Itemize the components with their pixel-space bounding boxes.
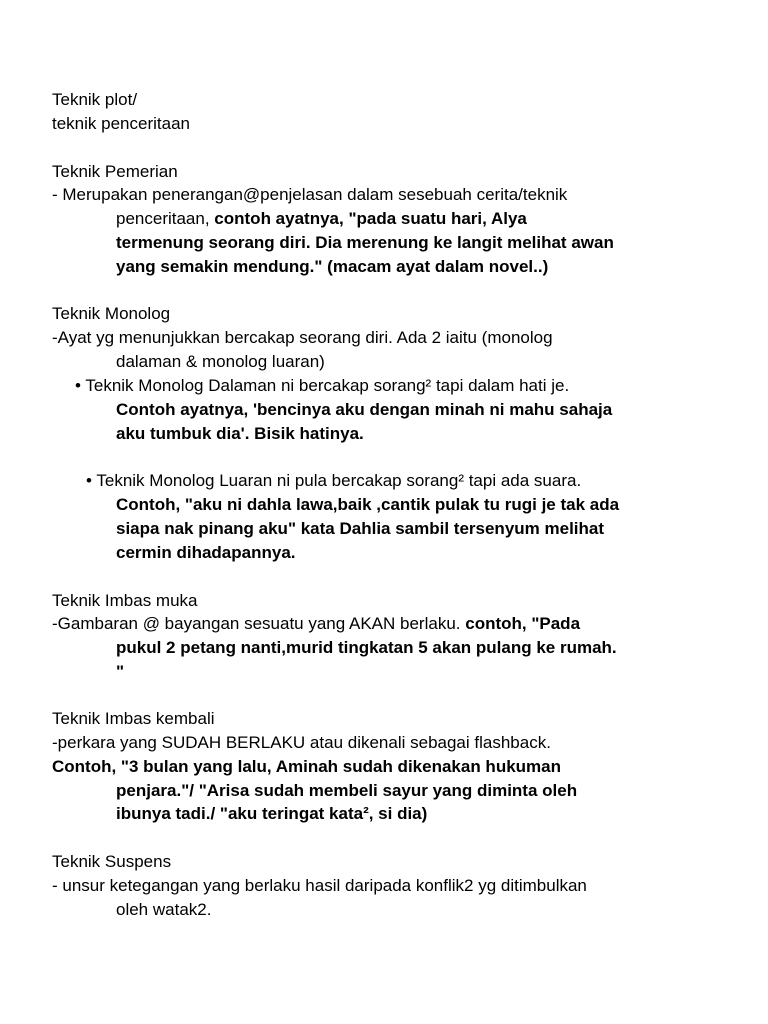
monolog-dalaman-bullet: • Teknik Monolog Dalaman ni bercakap sorang² tapi dalam hati je. bbox=[75, 376, 570, 395]
imbas-kembali-example-line-3: ibunya tadi./ "aku teringat kata², si dia) bbox=[116, 804, 428, 823]
imbas-kembali-text-line-1: -perkara yang SUDAH BERLAKU atau dikenali sebagai flashback. bbox=[52, 733, 551, 752]
pemerian-example-start: contoh ayatnya, "pada suatu hari, Alya bbox=[214, 209, 527, 228]
pemerian-text-normal: penceritaan, bbox=[116, 209, 215, 228]
heading-line-2: teknik penceritaan bbox=[52, 114, 190, 133]
pemerian-text-line-2 bbox=[116, 207, 527, 231]
section-title-pemerian: Teknik Pemerian bbox=[52, 162, 178, 181]
monolog-luaran-example-1: Contoh, "aku ni dahla lawa,baik ,cantik pulak tu rugi je tak ada bbox=[116, 495, 620, 514]
section-title-suspens: Teknik Suspens bbox=[52, 852, 172, 871]
section-title-monolog: Teknik Monolog bbox=[52, 304, 171, 323]
heading-line-1: Teknik plot/ bbox=[52, 90, 138, 109]
monolog-luaran-example-2: siapa nak pinang aku" kata Dahlia sambil tersenyum melihat bbox=[116, 519, 605, 538]
monolog-luaran-example-3: cermin dihadapannya. bbox=[116, 543, 296, 562]
monolog-text-line-1: -Ayat yg menunjukkan bercakap seorang diri. Ada 2 iaitu (monolog bbox=[52, 328, 553, 347]
suspens-text-line-1: - unsur ketegangan yang berlaku hasil daripada konflik2 yg ditimbulkan bbox=[52, 876, 587, 895]
monolog-text-line-2: dalaman & monolog luaran) bbox=[116, 352, 325, 371]
monolog-dalaman-example-1: Contoh ayatnya, 'bencinya aku dengan minah ni mahu sahaja bbox=[116, 400, 613, 419]
monolog-dalaman-example-2: aku tumbuk dia'. Bisik hatinya. bbox=[116, 424, 364, 443]
pemerian-text-line-1: - Merupakan penerangan@penjelasan dalam sesebuah cerita/teknik bbox=[52, 185, 568, 204]
imbas-muka-example-line-2: pukul 2 petang nanti,murid tingkatan 5 akan pulang ke rumah. bbox=[116, 638, 617, 657]
imbas-muka-example-start: contoh, "Pada bbox=[465, 614, 581, 633]
imbas-muka-example-line-3: " bbox=[116, 662, 125, 681]
imbas-kembali-example-line-2: penjara."/ "Arisa sudah membeli sayur yang diminta oleh bbox=[116, 781, 578, 800]
monolog-luaran-bullet: • Teknik Monolog Luaran ni pula bercakap sorang² tapi ada suara. bbox=[86, 471, 582, 490]
imbas-muka-text-line-1 bbox=[52, 612, 580, 636]
pemerian-example-line-2: termenung seorang diri. Dia merenung ke langit melihat awan bbox=[116, 233, 614, 252]
section-title-imbas-kembali: Teknik Imbas kembali bbox=[52, 709, 215, 728]
suspens-text-line-2: oleh watak2. bbox=[116, 900, 212, 919]
section-title-imbas-muka: Teknik Imbas muka bbox=[52, 591, 198, 610]
imbas-muka-text-normal: -Gambaran @ bayangan sesuatu yang AKAN berlaku. bbox=[52, 614, 466, 633]
pemerian-example-line-3: yang semakin mendung." (macam ayat dalam novel..) bbox=[116, 257, 549, 276]
imbas-kembali-example-line-1: Contoh, "3 bulan yang lalu, Aminah sudah dikenakan hukuman bbox=[52, 757, 561, 776]
